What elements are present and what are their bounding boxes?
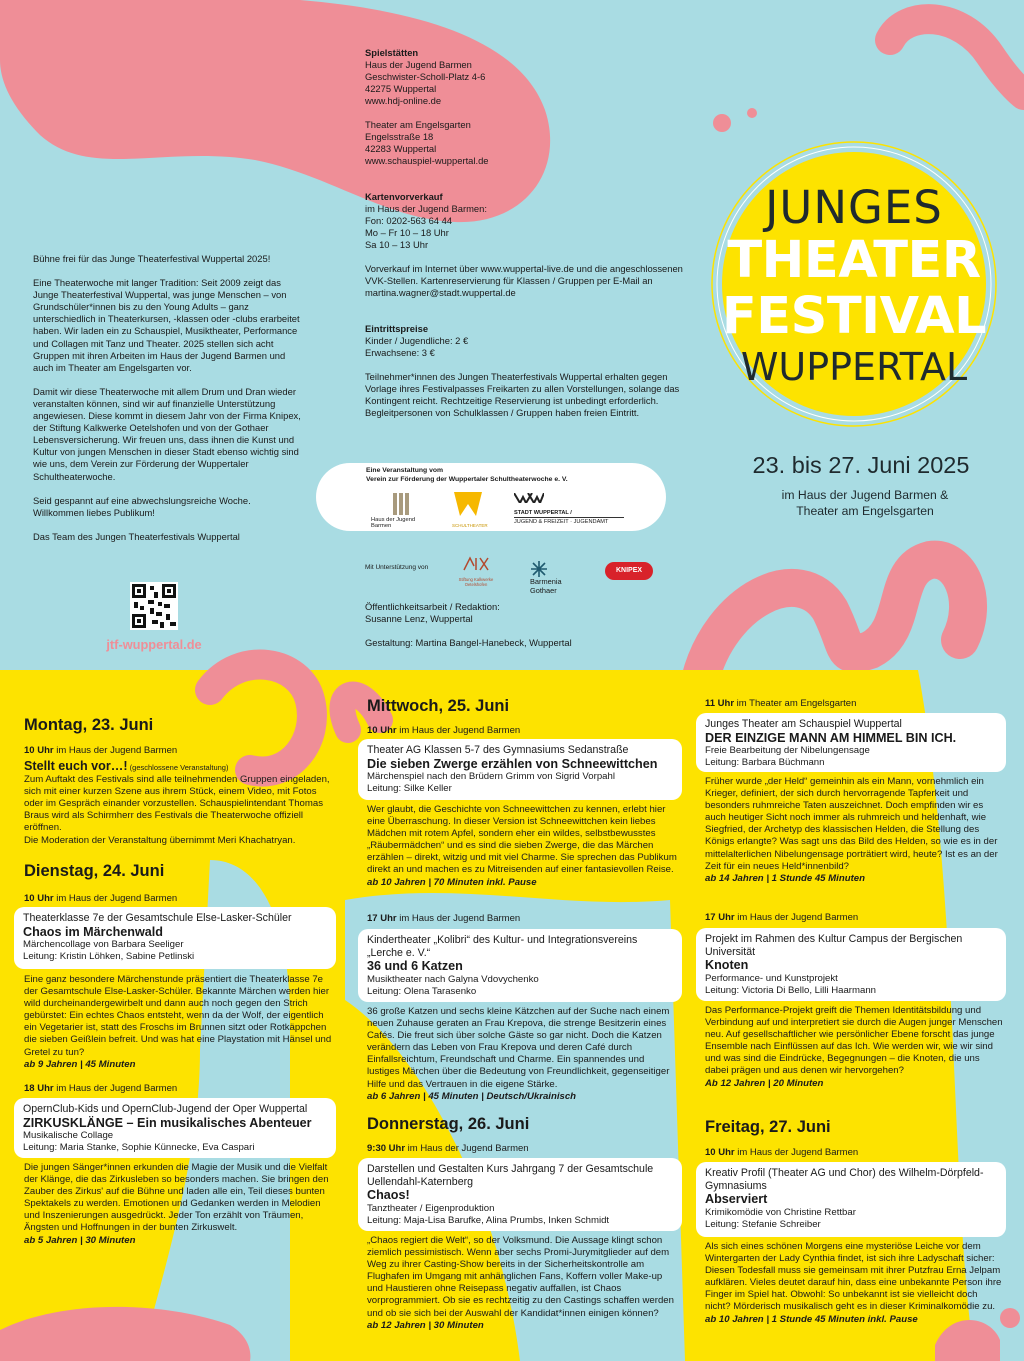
event-description-tuesday-a (24, 974, 334, 1071)
time-wednesday-b (367, 913, 520, 924)
design-credit: Gestaltung: Martina Bangel-Hanebeck, Wuppertal (365, 637, 572, 648)
event-meta: ab 9 Jahren | 45 Minuten (24, 1058, 136, 1070)
event-lead: Leitung: Barbara Büchmann (705, 757, 825, 769)
event-group: Kreativ Profil (Theater AG und Chor) des Wilhelm-Dörpfeld-Gymnasiums (705, 1167, 984, 1192)
event-description-wednesday-b (367, 1006, 679, 1103)
event-subtitle: Krimikomödie von Christine Rettbar (705, 1206, 856, 1218)
organizer-caption: Eine Veranstaltung vom Verein zur Förderung der Wuppertaler Schultheaterwoche e. V. (366, 467, 568, 483)
time-value: 9:30 Uhr (367, 1143, 406, 1154)
time-value: 10 Uhr (367, 725, 397, 736)
event-description-thursday-3 (705, 1005, 1003, 1090)
event-lead: Leitung: Stefanie Schreiber (705, 1218, 821, 1230)
event-meta: ab 5 Jahren | 30 Minuten (24, 1234, 136, 1246)
event-title: 36 und 6 Katzen (367, 959, 463, 974)
intro-paragraph: Das Team des Jungen Theaterfestivals Wuppertal (33, 530, 240, 542)
event-description: Das Performance-Projekt greift die Themen Identitätsbildung und Verbindung auf und interpretiert sie durch die Augen junger Menschen neu. Auf gesellschaftlicher wie persönlicher Ebene forscht das junge Ensemble nach Einflüssen auf das Ich. Wie werden wir, wie wir sind und was sind die Eindrücke, Begegnungen – die Knoten, die uns dabei prägen und aus denen wir hervorgehen? (705, 1005, 1003, 1077)
place: im Haus der Jugend Barmen (734, 912, 859, 923)
stadt-wuppertal-text: STADT WUPPERTAL / (514, 510, 572, 516)
time-thursday-3 (705, 912, 858, 923)
event-title: Knoten (705, 958, 749, 973)
event-note: (geschlossene Veranstaltung) (127, 763, 229, 772)
event-meta: Ab 12 Jahren | 20 Minuten (705, 1077, 824, 1089)
event-subtitle: Tanztheater / Eigenproduktion (367, 1202, 495, 1214)
title-line-3: FESTIVAL (721, 287, 987, 346)
intro-paragraph: Bühne frei für das Junge Theaterfestival Wuppertal 2025! (33, 253, 271, 264)
event-title: Stellt euch vor…! (24, 759, 128, 773)
time-wednesday-a (367, 725, 520, 736)
event-lead: Leitung: Maja-Lisa Barufke, Alina Prumbs, Inken Schmidt (367, 1214, 610, 1226)
schultheater-logo-text: SCHULTHEATER (452, 523, 488, 528)
participants-info: Teilnehmer*innen des Jungen Theaterfestivals Wuppertal erhalten gegen Vorlage ihres Festivalpasses Freikarten zu allen Vorstellungen, solange das Kontingent reicht. Rechtzeitige Reservierung ist unbedingt erforderlich. Begleitpersonen von Schulklassen / Gruppen haben freien Eintritt. (365, 371, 680, 418)
intro-paragraph: Eine Theaterwoche mit langer Tradition: Seit 2009 zeigt das Junge Theaterfestival Wuppertal, was junge Menschen – von Grundschüler*innen bis zu den Young Adults – ganz unterschiedlich in Theaterkursen, -klassen oder -clubs erarbeitet haben. Wir laden ein zu Schauspiel, Musiktheater, Performance und Collagen mit Tanz und Theater. 2025 stellen sich acht Gruppen mit ihren Arbeiten im Haus der Jugend Barmen und auch im Theater am Engelsgarten vor. (33, 277, 300, 373)
event-subtitle: Freie Bearbeitung der Nibelungensage (705, 745, 870, 757)
online-sales: Vorverkauf im Internet über www.wuppertal-live.de und die angeschlossenen VVK-Stellen. Kartenreservierung für Klassen / Gruppen per E-Mail an martina.wagner@stadt.wuppertal.de (365, 263, 683, 298)
venue-hdj: Haus der Jugend Barmen Geschwister-Scholl-Platz 4-6 42275 Wuppertal www.hdj-online.de (365, 59, 486, 106)
event-group: Theaterklasse 7e der Gesamtschule Else-Lasker-Schüler (23, 912, 292, 924)
event-group: Theater AG Klassen 5-7 des Gymnasiums Sedanstraße (367, 744, 629, 756)
intro-paragraph: Seid gespannt auf eine abwechslungsreiche Woche. Willkommen liebes Publikum! (33, 494, 251, 518)
organizer-box (316, 463, 666, 531)
event-description: Die jungen Sänger*innen erkunden die Magie der Musik und die Vielfalt der Klänge, die das Zirkusleben so besonders machen. Sie bringen den Zauber des Zirkus' auf die Bühne und laden alle ein, Teil dieses bunten Spektakels zu werden. Emotionen und Gedanken werden in Melodien und Inszenierungen ausgedrückt. Jeder Ton erzählt von Träumen, Ängsten und Hoffnungen in der bunten Zirkuswelt. (24, 1162, 329, 1234)
tickets-heading: Kartenvorverkauf (365, 191, 443, 202)
day-heading-friday: Freitag, 27. Juni (705, 1118, 831, 1136)
event-description: Wer glaubt, die Geschichte von Schneewittchen zu kennen, erlebt hier eine Überraschung. In dieser Version ist Schneewittchen kein liebes Mädchen mit rotem Apfel, sondern eher ein wildes, selbstbewusstes „Räubermädchen“ und es sind die sieben Zwerge, die das Märchen erzählen – direkt, witzig und mit viel Charme. Sie sprechen das Publikum direkt an und machen es zu Mitreisenden auf einer fantasievollen Reise. (367, 804, 677, 876)
pr-credit: Öffentlichkeitsarbeit / Redaktion: Susanne Lenz, Wuppertal (365, 601, 500, 624)
time-friday (705, 1147, 858, 1158)
event-group: Junges Theater am Schauspiel Wuppertal (705, 718, 902, 730)
info-column (365, 47, 700, 431)
event-title: Chaos im Märchenwald (23, 924, 163, 939)
event-description-thursday (367, 1235, 679, 1332)
event-lead: Leitung: Victoria Di Bello, Lilli Haarmann (705, 984, 876, 996)
schultheater-logo (452, 490, 488, 528)
venue-engelsgarten: Theater am Engelsgarten Engelsstraße 18 42283 Wuppertal www.schauspiel-wuppertal.de (365, 119, 489, 166)
qr-code-icon[interactable] (130, 582, 178, 630)
event-monday (24, 760, 336, 847)
event-title: ZIRKUSKLÄNGE – Ein musikalisches Abenteuer (23, 1115, 312, 1130)
pink-squiggle-mid (700, 560, 968, 680)
event-group: Kindertheater „Kolibri“ des Kultur- und Integrationsvereins „Lerche e. V.“ (367, 934, 638, 959)
stadt-wuppertal-logo (514, 490, 624, 525)
event-subtitle: Märchencollage von Barbara Seeliger (23, 939, 184, 951)
support-logos (365, 556, 665, 595)
tickets-info: im Haus der Jugend Barmen: Fon: 0202-563 64 44 Mo – Fr 10 – 18 Uhr Sa 10 – 13 Uhr (365, 203, 487, 250)
day-heading-monday: Montag, 23. Juni (24, 716, 154, 734)
event-lead: Leitung: Silke Keller (367, 783, 452, 795)
place: im Haus der Jugend Barmen (53, 745, 178, 756)
day-heading-thursday: Donnerstag, 26. Juni (367, 1115, 530, 1133)
place: im Haus der Jugend Barmen (396, 725, 521, 736)
stadt-jugendamt-text: JUGEND & FREIZEIT · JUGENDAMT (514, 517, 624, 525)
place: im Haus der Jugend Barmen (734, 1147, 859, 1158)
event-subtitle: Musikalische Collage (23, 1130, 114, 1142)
title-line-2: THEATER (727, 231, 981, 290)
pink-dot-3 (1000, 1308, 1020, 1328)
event-meta: ab 10 Jahren | 70 Minuten inkl. Pause (367, 876, 537, 888)
time-value: 10 Uhr (24, 745, 54, 756)
time-tuesday-b (24, 1083, 177, 1094)
stiftung-logo (453, 556, 499, 587)
hdj-logo (371, 493, 431, 527)
event-card-wednesday-a[interactable] (358, 739, 682, 800)
day-heading-wednesday: Mittwoch, 25. Juni (367, 697, 510, 715)
prices-info: Kinder / Jugendliche: 2 € Erwachsene: 3 € (365, 335, 469, 358)
event-description-thursday-2 (705, 776, 1003, 885)
time-thursday (367, 1143, 529, 1154)
time-value: 10 Uhr (705, 1147, 735, 1158)
event-meta: ab 14 Jahren | 1 Stunde 45 Minuten (705, 872, 865, 884)
event-title: Chaos! (367, 1188, 410, 1203)
intro-paragraph: Damit wir diese Theaterwoche mit allem Drum und Dran wieder veranstalten können, sind wir auf finanzielle Unterstützung angewiesen. Diese kommt in diesem Jahr von der Firma Knipex, der Stiftung Kalkwerke Oetelshofen und von der Gothaer Lebensversicherung. Wir freuen uns, dass ihnen die Kunst und Kultur von jungen Menschen in dieser Stadt ebenso wichtig sind wie uns, dem Verein zur Förderung der Wuppertaler Schultheaterwoche. (33, 385, 301, 482)
pink-dot-2 (747, 108, 757, 118)
time-value: 11 Uhr (705, 698, 735, 709)
prices-heading: Eintrittspreise (365, 323, 429, 334)
website-link[interactable]: jtf-wuppertal.de (106, 637, 202, 652)
event-description: 36 große Katzen und sechs kleine Kätzchen auf der Suche nach einem neuen Zuhause geraten an Frau Krepova, die strenge Besitzerin eines Cafés. Die freut sich über solche Gäste so gar nicht. Doch die Katzen verändern das Leben von Frau Krepova und deren Café durch Einfallsreichtum, Freundschaft und Charme. Ein spannendes und lustiges Märchen über die Bedeutung von Freundlichkeit, gegenseitiger Hilfe und das Vertrauen in die eigene Stärke. (367, 1006, 670, 1090)
pink-squiggle-right (890, 19, 1024, 95)
event-card-tuesday-b[interactable] (14, 1098, 336, 1158)
event-card-thursday-2[interactable] (696, 713, 1006, 772)
festival-dates: 23. bis 27. Juni 2025 (752, 452, 970, 478)
support-label: Mit Unterstützung von (365, 564, 429, 571)
title-line-1: JUNGES (765, 181, 943, 234)
title-line-4: WUPPERTAL (740, 345, 968, 389)
event-meta: ab 6 Jahren | 45 Minuten | Deutsch/Ukrainisch (367, 1090, 577, 1102)
event-group: OpernClub-Kids und OpernClub-Jugend der Oper Wuppertal (23, 1103, 308, 1115)
time-tuesday-a (24, 893, 177, 904)
event-description: Zum Auftakt des Festivals sind alle teilnehmenden Gruppen eingeladen, sich mit einer kurzen Szene aus ihrem Stück, einem Video, mit Fotos oder im Gespräch einander vorzustellen. Schauspielintendant Thomas Braus wird als Schirmherr des Festivals die Theaterwoche offiziell eröffnen. Die Moderation der Veranstaltung übernimmt Meri Khachatryan. (24, 774, 330, 846)
event-lead: Leitung: Kristin Löhken, Sabine Petlinski (23, 951, 195, 963)
event-title: DER EINZIGE MANN AM HIMMEL BIN ICH. (705, 730, 957, 745)
event-card-tuesday-a[interactable] (14, 907, 336, 969)
event-group: Projekt im Rahmen des Kultur Campus der Bergischen Universität (705, 933, 963, 958)
event-card-thursday-3[interactable] (696, 928, 1006, 1001)
event-lead: Leitung: Maria Stanke, Sophie Künnecke, Eva Caspari (23, 1142, 255, 1154)
barmenia-gothaer-text: Barmenia Gothaer (530, 577, 562, 595)
event-lead: Leitung: Olena Tarasenko (367, 985, 477, 997)
time-value: 17 Uhr (705, 912, 735, 923)
event-description: Als sich eines schönen Morgens eine mysteriöse Leiche vor dem Wintergarten der Lady Cynthia findet, ist sich ihre Ladyschaft sicher: Diesen Todesfall muss sie gemeinsam mit ihrer Putzfrau Erna Jelpam aufklären. Vieles deutet darauf hin, dass eine unbekannte Person ihre Finger im Spiel hat. Obwohl: So unbekannt ist sie vielleicht doch nicht? Mörderisch musikalisch geht es in dieser Kriminalkomödie zu. (705, 1241, 1002, 1313)
event-title: Abserviert (705, 1192, 768, 1207)
place: im Haus der Jugend Barmen (405, 1143, 529, 1154)
pink-dot-1 (713, 114, 731, 132)
credits (365, 601, 665, 661)
festival-venues: im Haus der Jugend Barmen & Theater am Engelsgarten (781, 488, 949, 518)
stiftung-logo-text: Stiftung Kalkwerke Oetelshofen (458, 577, 494, 587)
event-description: Eine ganz besondere Märchenstunde präsentiert die Theaterklasse 7e der Gesamtschule Else-Lasker-Schüler. Bekannte Märchen werden hier wild durcheinandergewirbelt und dann auch noch gegen den Strich gebürstet: Ein echtes Chaos entsteht, wenn da der Wolf, der eigentlich ein Vegetarier ist, statt des Froschs im Brunnen sitzt oder Rotkäppchen die sieben Geißlein befreit. Und was hat eine Playstation mit Hänsel und Gretel zu tun? (24, 974, 332, 1058)
event-meta: ab 12 Jahren | 30 Minuten (367, 1319, 484, 1331)
place: im Haus der Jugend Barmen (396, 913, 521, 924)
event-description-friday (705, 1241, 1003, 1326)
hdj-logo-text: Haus der Jugend Barmen (371, 517, 416, 529)
event-description-tuesday-b (24, 1162, 334, 1247)
place: im Haus der Jugend Barmen (53, 893, 178, 904)
time-monday (24, 745, 177, 756)
event-card-thursday[interactable] (358, 1158, 682, 1231)
event-group: Darstellen und Gestalten Kurs Jahrgang 7 der Gesamtschule Uellendahl-Katernberg (367, 1163, 654, 1188)
place: im Theater am Engelsgarten (734, 698, 857, 709)
event-subtitle: Performance- und Kunstprojekt (705, 972, 838, 984)
time-thursday-2 (705, 698, 856, 709)
event-description: Früher wurde „der Held“ gemeinhin als ein Mann, vornehmlich ein Krieger, definiert, der sich durch hervorragende Tapferkeit und besonders ruhmreiche Taten auszeichnet. Doch empfinden wir es auch heutiger Sicht noch immer als ruhmreich und heldenhaft, wie Siegfried, der Archetyp des klassischen Helden, die Stellung des Königs erlangte? Was sagt uns das Bild des Helden, so wie es in der mittelalterlichen Nibelungensage porträtiert wird, heute? Ist es an der Zeit für ein neues Held*innenbild? (705, 776, 998, 872)
day-heading-tuesday: Dienstag, 24. Juni (24, 862, 165, 880)
event-description-wednesday-a (367, 804, 679, 889)
venues-heading: Spielstätten (365, 47, 419, 58)
festival-title (716, 183, 992, 389)
time-value: 10 Uhr (24, 893, 54, 904)
knipex-logo: KNIPEX (605, 562, 653, 580)
event-subtitle: Märchenspiel nach den Brüdern Grimm von Sigrid Vorpahl (367, 771, 615, 783)
event-subtitle: Musiktheater nach Galyna Vdovychenko (367, 973, 539, 985)
place: im Haus der Jugend Barmen (53, 1083, 178, 1094)
event-card-friday[interactable] (696, 1162, 1006, 1237)
barmenia-gothaer-logo (530, 560, 562, 595)
event-description: „Chaos regiert die Welt“, so der Volksmund. Die Aussage klingt schon ziemlich pessimistisch. Wenn aber sechs Promi-Jurymitglieder auf dem Weg zu ihrer Casting-Show bereits in der Sicherheitskontrolle am Flughafen im Umgang mit anhänglichen Fans, Koffern voller Make-up und Haustieren ohne Reisepass negativ auffallen, ist Chaos vorprogrammiert. Ob sie es rechtzeitig zu den Castings schaffen werden und ob sie sich bei der Auswahl der Kandidat*innen einigen können? (367, 1235, 674, 1319)
event-title: Die sieben Zwerge erzählen von Schneewittchen (367, 756, 658, 771)
event-meta: ab 10 Jahren | 1 Stunde 45 Minuten inkl. Pause (705, 1313, 918, 1325)
intro-text (33, 253, 303, 555)
time-value: 18 Uhr (24, 1083, 54, 1094)
event-card-wednesday-b[interactable] (358, 929, 682, 1002)
time-value: 17 Uhr (367, 913, 397, 924)
